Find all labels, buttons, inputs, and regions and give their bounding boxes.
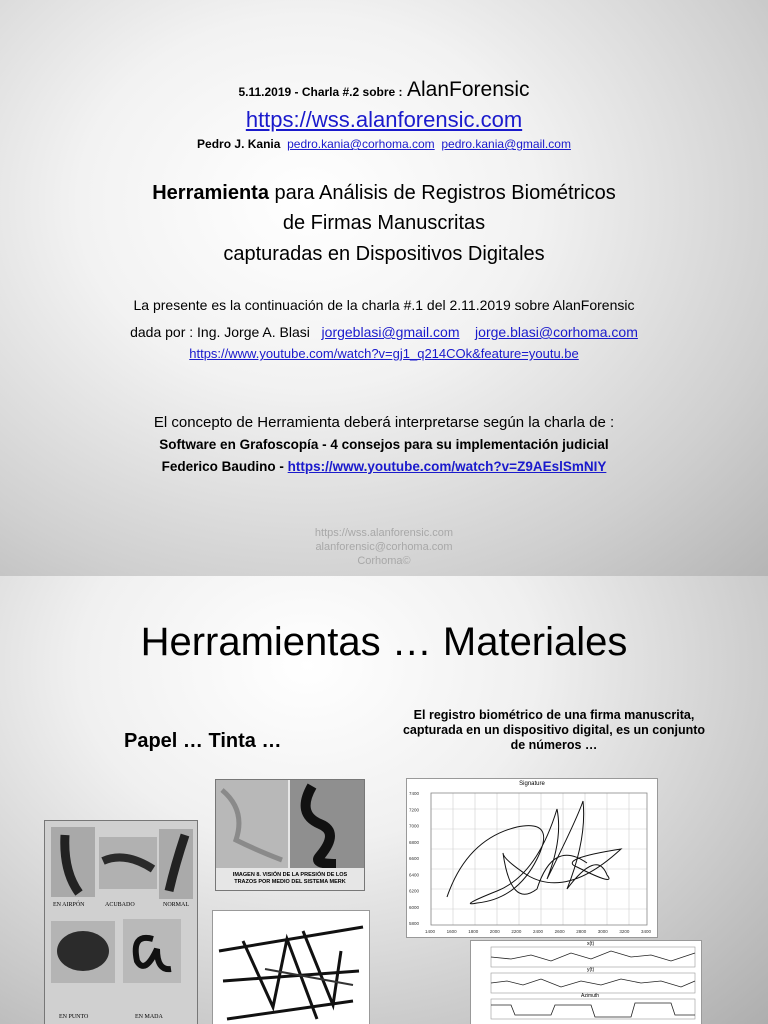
time-series-charts (470, 940, 702, 1024)
software-line: Software en Grafoscopía - 4 consejos para su implementación judicial (159, 437, 609, 452)
x-tick-label: 2200 (511, 929, 522, 934)
y-tick-label: 6200 (409, 888, 420, 894)
paper-ink-subtitle: Papel … Tinta … (124, 730, 282, 752)
ink-samples-photo (44, 820, 198, 1024)
main-title-line1 (0, 182, 768, 205)
pressure-strokes-drawing (216, 780, 364, 868)
x-tick-label: 3000 (597, 929, 608, 934)
time-series-plot (471, 941, 701, 1024)
yt-chart-label: y(t) (587, 967, 595, 973)
x-tick-label: 1600 (446, 929, 457, 934)
azimuth-chart-label: Azimuth (581, 993, 600, 999)
title-bold: Herramienta (152, 182, 269, 204)
author-name: Pedro J. Kania (197, 137, 281, 151)
x-tick-label: 2400 (533, 929, 544, 934)
ink-label-5: EN MADA (135, 1014, 163, 1020)
x-tick-label: 1400 (425, 929, 436, 934)
y-tick-label: 6400 (409, 872, 420, 878)
baudino-name: Federico Baudino - (161, 459, 284, 474)
y-tick-label: 6800 (409, 839, 420, 845)
main-title-line2: de Firmas Manuscritas (282, 212, 486, 234)
ink-label-3: NORMAL (163, 902, 190, 908)
x-tick-label: 2800 (576, 929, 587, 934)
signature-chart (406, 778, 658, 938)
stroke-intersections-figure (212, 910, 370, 1024)
footer-email: alanforensic@corhoma.com (315, 541, 453, 553)
author-row (0, 137, 768, 151)
continuation-video-row (0, 346, 768, 361)
y-tick-label: 7400 (409, 791, 420, 796)
x-tick-label: 3200 (619, 929, 630, 934)
main-title-line3: capturadas en Dispositivos Digitales (223, 243, 545, 265)
stroke-intersections-drawing (213, 911, 369, 1024)
x-tick-label: 2000 (489, 929, 500, 934)
footer-copyright: Corhoma© (357, 555, 411, 567)
signature-chart-title: Signature (519, 781, 545, 787)
main-url-link[interactable]: https://wss.alanforensic.com (245, 107, 523, 132)
concept-line: El concepto de Herramienta deberá interpretarse según la charla de : (153, 414, 615, 431)
signature-plot (407, 779, 657, 937)
y-tick-label: 6600 (409, 856, 420, 861)
ink-label-1: EN AIRPÓN (53, 902, 85, 908)
x-tick-label: 1800 (468, 929, 479, 934)
ink-samples-drawing (45, 821, 197, 1024)
author-email-corhoma[interactable]: pedro.kania@corhoma.com (287, 137, 435, 151)
y-tick-label: 5800 (409, 921, 420, 926)
blasi-email-gmail[interactable]: jorgeblasi@gmail.com (321, 324, 460, 340)
continuation-line2 (0, 324, 768, 340)
blasi-email-corhoma[interactable]: jorge.blasi@corhoma.com (475, 324, 638, 340)
talk-header (0, 78, 768, 102)
pressure-caption: IMAGEN 8. VISIÓN DE LA PRESIÓN DE LOS TRAZOS POR MEDIO DEL SISTEMA MERK (232, 872, 348, 885)
biometric-record-text: El registro biométrico de una firma manuscrita, capturada en un dispositivo digital, es un conjunto de números … (402, 708, 706, 752)
ink-label-2: ACUBADO (105, 902, 135, 908)
main-url-row (0, 107, 768, 133)
continuation-author: dada por : Ing. Jorge A. Blasi (130, 324, 310, 340)
y-tick-label: 7000 (409, 823, 420, 829)
baudino-video-link[interactable]: https://www.youtube.com/watch?v=Z9AEslSmNIY (287, 459, 607, 474)
x-tick-label: 3400 (641, 929, 652, 934)
ink-label-4: EN PUNTO (59, 1014, 89, 1020)
slide2-title: Herramientas … Materiales (140, 620, 628, 664)
xt-chart-label: x(t) (587, 941, 595, 947)
talk-date-label: 5.11.2019 - Charla #.2 sobre : (238, 85, 403, 99)
author-email-gmail[interactable]: pedro.kania@gmail.com (441, 137, 571, 151)
y-tick-label: 7200 (409, 807, 420, 813)
baudino-line (0, 459, 768, 474)
materials-slide (0, 576, 768, 1024)
brand-name: AlanForensic (406, 78, 530, 101)
continuation-line1: La presente es la continuación de la charla #.1 del 2.11.2019 sobre AlanForensic (133, 297, 635, 313)
footer-url: https://wss.alanforensic.com (314, 527, 454, 539)
pressure-photo (215, 779, 365, 891)
y-tick-label: 6000 (409, 904, 420, 910)
continuation-video-link[interactable]: https://www.youtube.com/watch?v=gj1_q214COk&feature=youtu.be (189, 346, 579, 361)
title-rest: para Análisis de Registros Biométricos (274, 182, 616, 204)
x-tick-label: 2600 (554, 929, 565, 934)
